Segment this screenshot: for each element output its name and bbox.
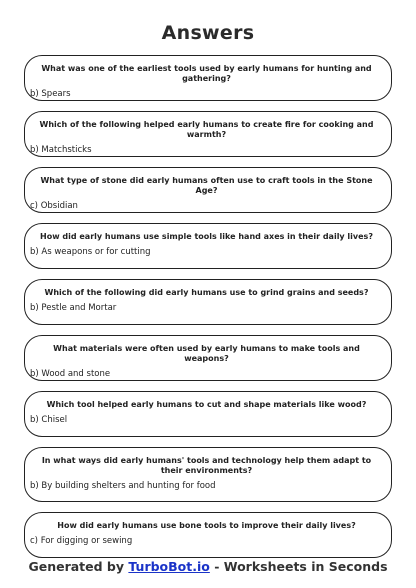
answer-card-5 [24, 279, 392, 325]
answer-card-3 [24, 167, 392, 213]
answer-text: b) Wood and stone [30, 369, 111, 379]
answer-card-4 [24, 223, 392, 269]
footer-suffix: - Worksheets in Seconds [209, 559, 388, 574]
answer-card-1 [24, 55, 392, 101]
answer-text: b) Matchsticks [30, 145, 92, 155]
question-text: In what ways did early humans' tools and technology help them adapt to their environments? [41, 456, 372, 475]
answers-list [24, 55, 392, 568]
answer-text: c) For digging or sewing [30, 536, 133, 546]
question-text: What materials were often used by early humans to make tools and weapons? [53, 344, 360, 363]
footer [0, 559, 416, 574]
answer-text: b) Spears [30, 89, 71, 99]
answer-text: b) Pestle and Mortar [30, 303, 117, 313]
question-text: Which tool helped early humans to cut and shape materials like wood? [46, 400, 367, 409]
question-text: What type of stone did early humans often use to craft tools in the Stone Age? [40, 176, 373, 195]
question-text: How did early humans use simple tools like hand axes in their daily lives? [40, 232, 373, 241]
page-title: Answers [161, 22, 255, 44]
answer-text: b) As weapons or for cutting [30, 247, 151, 257]
question-text: Which of the following helped early humans to create fire for cooking and warmth? [39, 120, 374, 139]
answer-text: b) By building shelters and hunting for food [30, 481, 216, 491]
question-text: How did early humans use bone tools to improve their daily lives? [57, 521, 356, 530]
question-text: Which of the following did early humans use to grind grains and seeds? [44, 288, 369, 297]
answer-card-9 [24, 512, 392, 558]
answer-card-8 [24, 447, 392, 502]
answer-text: b) Chisel [30, 415, 68, 425]
answer-card-6 [24, 335, 392, 381]
answer-text: c) Obsidian [30, 201, 78, 211]
footer-prefix: Generated by [28, 559, 129, 574]
turbobot-link[interactable]: TurboBot.io [128, 559, 210, 574]
answer-card-7 [24, 391, 392, 437]
question-text: What was one of the earliest tools used by early humans for hunting and gathering? [41, 64, 372, 83]
answer-card-2 [24, 111, 392, 157]
